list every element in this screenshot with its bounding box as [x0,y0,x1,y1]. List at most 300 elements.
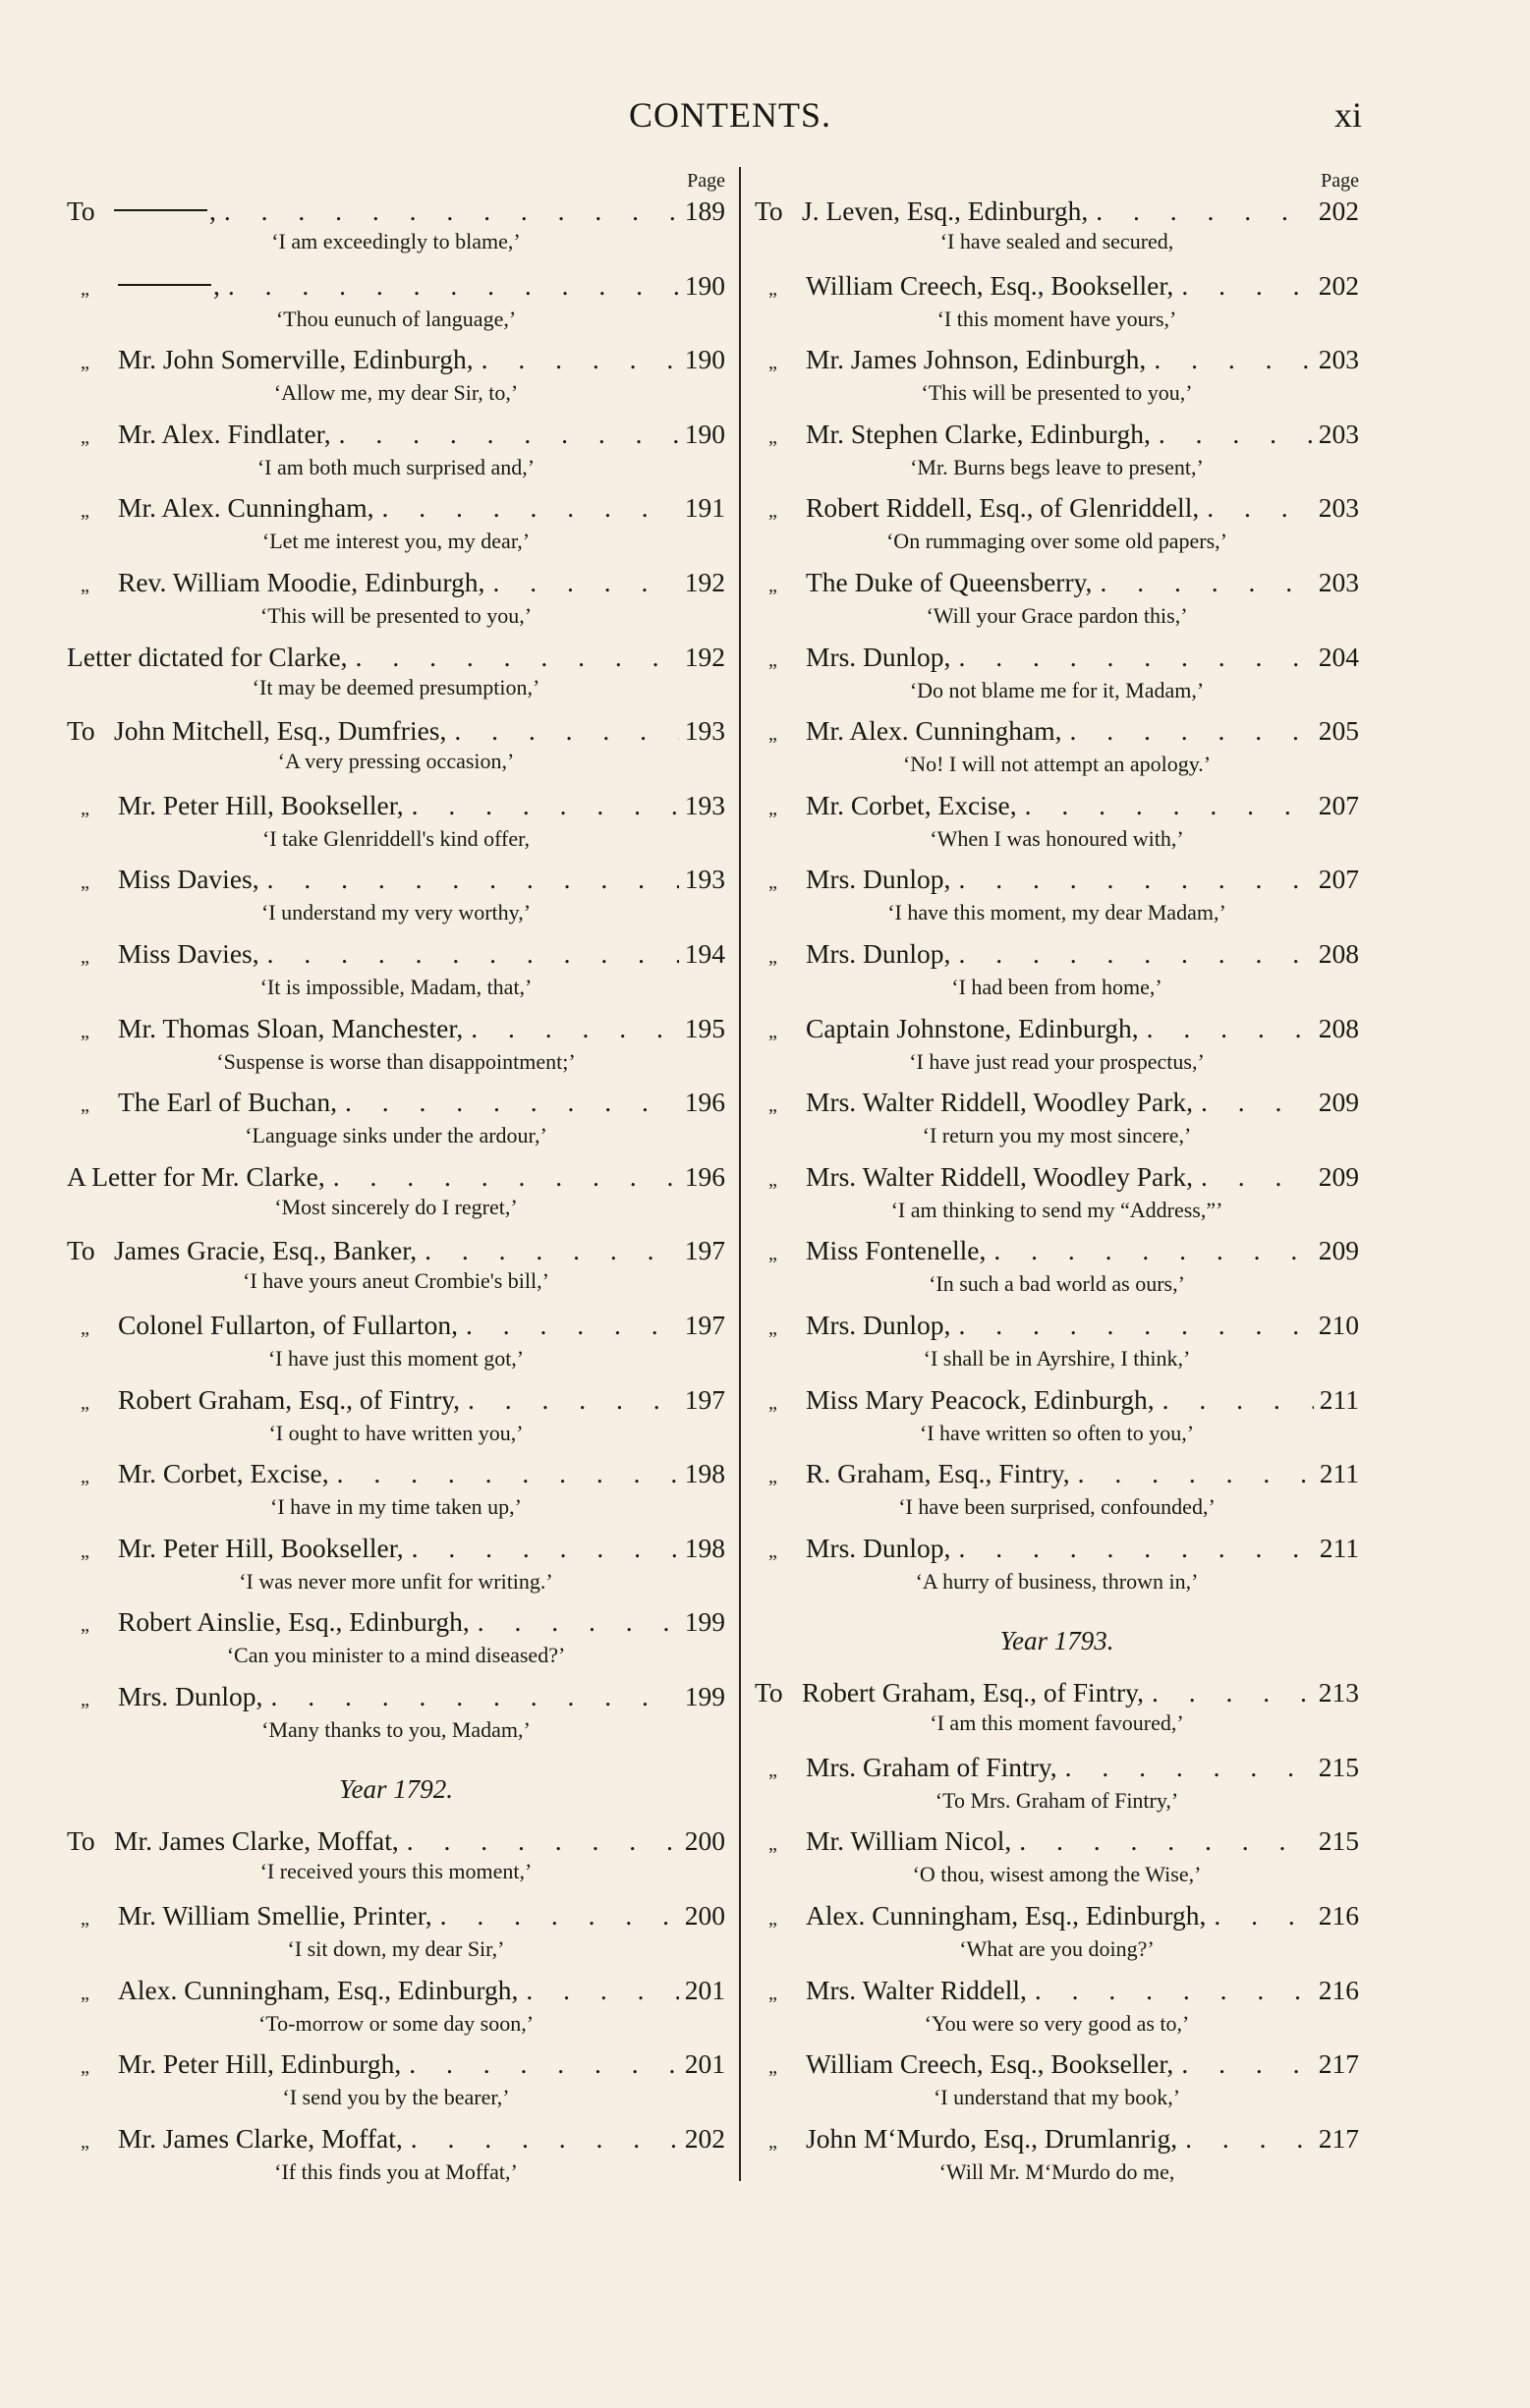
contents-entry [67,1383,725,1458]
letter-incipit: ‘I have written so often to you,’ [919,1420,1195,1445]
entry-prefix: „ [768,871,777,894]
contents-entry [755,1974,1359,2048]
entry-prefix: „ [768,352,777,374]
entry-prefix: „ [81,1908,89,1931]
page-ref: 202 [1318,196,1359,226]
page-ref: 203 [1318,566,1359,597]
page-column-label: Page [687,170,725,192]
contents-entry [755,1309,1359,1383]
page-ref: 213 [1318,1677,1359,1708]
letter-incipit: ‘To-morrow or some day soon,’ [257,2010,535,2036]
recipient-name: Mr. Peter Hill, Bookseller, [118,789,404,820]
entry-line [755,2122,1359,2158]
entry-prefix: „ [81,797,89,819]
contents-entry [755,1086,1359,1160]
dot-leader [1199,491,1313,525]
dot-leader [1062,714,1313,748]
page-ref: 207 [1318,864,1359,895]
entry-prefix: „ [768,574,777,596]
contents-entry [67,1680,725,1755]
letter-incipit: ‘O thou, wisest among the Wise,’ [912,1862,1202,1887]
letter-incipit: ‘I have been surprised, confounded,’ [898,1494,1216,1520]
recipient-name: William Creech, Esq., Bookseller, [806,2048,1174,2080]
entry-line [755,937,1359,974]
contents-entry [755,2122,1359,2197]
recipient-name: Captain Johnstone, Edinburgh, [806,1012,1139,1043]
entry-line [67,2122,725,2158]
page-ref: 189 [684,196,725,226]
letter-incipit: ‘Let me interest you, my dear,’ [261,529,531,554]
recipient-name: Miss Fontenelle, [806,1235,987,1266]
page-ref: 198 [684,1458,725,1489]
page-ref: 215 [1318,1751,1359,1782]
entry-line [67,343,725,379]
entry-prefix: To [67,715,95,747]
contents-entry [67,1532,725,1606]
page-ref: 200 [684,1900,725,1932]
dot-leader [1144,1676,1313,1709]
recipient-name: Robert Ainslie, Esq., Edinburgh, [118,1606,470,1638]
entry-prefix: „ [768,1316,777,1339]
page-ref: 209 [1318,1160,1359,1192]
entry-prefix: „ [768,1243,777,1265]
page-ref: 217 [1318,2122,1359,2154]
dot-leader [950,1532,1313,1565]
letter-incipit: ‘Language sinks under the ardour,’ [245,1123,547,1148]
entry-line [67,1680,725,1716]
page-ref: 209 [1318,1087,1359,1118]
dot-leader [404,789,679,822]
entry-prefix: To [755,196,783,226]
letter-incipit: ‘I this moment have yours,’ [936,306,1177,331]
dot-leader [458,1309,679,1342]
entry-prefix: „ [768,1391,777,1414]
entry-line [755,641,1359,677]
page-ref: 191 [684,492,725,524]
entry-prefix: „ [768,1540,777,1562]
entry-prefix: To [67,1235,95,1266]
dot-leader [1027,1974,1313,2007]
entry-line [755,714,1359,751]
contents-entry [67,491,725,566]
dot-leader [374,491,679,525]
dot-leader [1017,789,1313,822]
contents-column-right [755,167,1359,2196]
page-ref: 215 [1318,1825,1359,1857]
letter-incipit: ‘I am this moment favoured,’ [930,1710,1184,1736]
letter-incipit: ‘I received yours this moment,’ [259,1859,533,1884]
contents-entry [67,789,725,864]
page-ref: 190 [684,344,725,375]
dot-leader [403,2122,679,2156]
contents-entry [67,1457,725,1532]
entry-prefix: „ [768,945,777,968]
dot-leader [432,1899,679,1932]
contents-entry [67,1899,725,1974]
dot-leader [1177,2122,1313,2156]
recipient-name: Mr. Alex. Cunningham, [806,715,1062,747]
dot-leader [417,1234,679,1267]
entry-line [67,491,725,528]
entry-prefix: „ [768,500,777,523]
entry-line [755,1012,1359,1048]
contents-entry [755,2047,1359,2122]
entry-prefix: „ [81,945,89,968]
entry-line [755,269,1359,306]
page-ref: 193 [684,715,725,747]
letter-incipit: ‘I have yours aneut Crombie's bill,’ [243,1268,549,1294]
dot-leader [470,1605,679,1639]
page-ref: 201 [684,1974,725,2005]
page-ref: 200 [684,1825,725,1857]
recipient-name: Mr. Stephen Clarke, Edinburgh, [806,418,1151,449]
contents-entry [67,1234,725,1309]
page-ref: 217 [1318,2048,1359,2080]
contents-entry [67,2047,725,2122]
letter-incipit: ‘I am both much surprised and,’ [256,454,536,479]
recipient-name: R. Graham, Esq., Fintry, [806,1458,1070,1489]
letter-incipit: ‘I have just this moment got,’ [267,1345,525,1371]
letter-incipit: ‘I take Glenriddell's kind offer, [261,825,531,851]
recipient-name: Mr. Corbet, Excise, [806,789,1017,820]
page-ref: 193 [684,864,725,895]
entry-prefix: To [755,1677,783,1708]
page-ref: 211 [1319,1383,1359,1415]
letter-incipit: ‘It is impossible, Madam, that,’ [259,974,533,999]
letter-incipit: ‘If this finds you at Moffat,’ [274,2158,518,2184]
contents-entry [67,641,725,715]
letter-incipit: ‘Most sincerely do I regret,’ [274,1194,518,1219]
entry-line [67,1974,725,2010]
contents-entry [755,1234,1359,1309]
recipient-name: Robert Riddell, Esq., of Glenriddell, [806,492,1200,524]
column-divider [739,167,741,2181]
dot-leader [1193,1086,1313,1119]
entry-prefix: To [67,196,95,226]
dot-leader [1173,269,1312,303]
page-ref: 196 [684,1087,725,1118]
letter-incipit: ‘On rummaging over some old papers,’ [885,529,1228,554]
recipient-name: Mr. Thomas Sloan, Manchester, [118,1012,464,1043]
entry-line [67,269,725,306]
letter-incipit: ‘To Mrs. Graham of Fintry,’ [935,1787,1179,1813]
dot-leader [325,1160,679,1194]
contents-entry [67,1974,725,2048]
letter-incipit: ‘Many thanks to you, Madam,’ [261,1716,531,1742]
recipient-name: Mr. Peter Hill, Bookseller, [118,1532,404,1563]
contents-entry [755,1676,1359,1751]
dot-leader [1139,1012,1313,1045]
page-ref: 199 [684,1680,725,1711]
blank-line [114,209,207,211]
dot-leader [399,1824,679,1858]
entry-line [67,1086,725,1122]
entry-line [67,1824,725,1858]
page-ref: 197 [684,1383,725,1415]
contents-entry [755,1383,1359,1458]
entry-prefix: „ [81,2056,89,2079]
entry-prefix: „ [81,1316,89,1339]
entry-line [67,789,725,825]
entry-prefix: „ [768,2056,777,2079]
entry-line [67,1532,725,1568]
contents-entry [67,1012,725,1087]
entry-prefix: „ [81,1614,89,1637]
dot-leader [950,641,1312,674]
entry-line [755,1899,1359,1935]
entry-prefix: „ [768,1908,777,1931]
letter-incipit: ‘A very pressing occasion,’ [277,749,515,774]
contents-entry [67,418,725,492]
letter-incipit: ‘Do not blame me for it, Madam,’ [909,677,1205,702]
dot-leader [1088,195,1312,228]
contents-entry [755,1532,1359,1606]
dot-leader [986,1234,1312,1267]
recipient-name: Mr. James Clarke, Moffat, [114,1825,399,1857]
contents-entry [67,269,725,344]
page-ref: 211 [1319,1458,1359,1489]
entry-line [755,566,1359,602]
entry-prefix: „ [768,277,777,300]
recipient-name: Mrs. Dunlop, [806,864,951,895]
dot-leader [337,1086,679,1119]
entry-prefix: „ [81,500,89,523]
page-ref: 202 [1318,269,1359,301]
contents-entry [755,863,1359,937]
entry-line [755,1676,1359,1709]
contents-entry [67,863,725,937]
recipient-name: Robert Graham, Esq., of Fintry, [118,1383,461,1415]
recipient-name: Letter dictated for Clarke, [67,641,348,672]
entry-line [755,863,1359,899]
recipient-name: Mrs. Dunlop, [806,1532,951,1563]
letter-incipit: ‘Will your Grace pardon this,’ [926,602,1188,628]
page-ref: 203 [1318,492,1359,524]
entry-line [67,1012,725,1048]
recipient-name: Mr. James Clarke, Moffat, [118,2122,403,2154]
dot-leader [1146,343,1312,376]
entry-prefix: „ [81,352,89,374]
dot-leader [1151,418,1313,451]
contents-entry [755,418,1359,492]
entry-prefix: „ [768,723,777,746]
page-ref: 202 [684,2122,725,2154]
recipient-name: J. Leven, Esq., Edinburgh, [802,196,1089,226]
letter-incipit: ‘I return you my most sincere,’ [922,1123,1192,1148]
letter-incipit: ‘No! I will not attempt an apology.’ [902,752,1212,777]
page-ref: 216 [1318,1974,1359,2005]
contents-entry [67,1824,725,1899]
contents-entry [67,2122,725,2197]
page-ref: 208 [1318,1012,1359,1043]
contents-entry [755,1824,1359,1899]
entry-prefix: „ [81,1466,89,1488]
recipient-name: James Gracie, Esq., Banker, [114,1235,418,1266]
entry-prefix: „ [81,1020,89,1042]
entry-prefix: „ [81,1540,89,1562]
page-ref: 197 [684,1235,725,1266]
entry-prefix: „ [768,2130,777,2153]
letter-incipit: ‘Suspense is worse than disappointment;’ [216,1048,576,1074]
entry-prefix: „ [81,277,89,300]
recipient-name: Mrs. Dunlop, [118,1680,263,1711]
recipient-name: Robert Graham, Esq., of Fintry, [802,1677,1145,1708]
page-ref: 194 [684,937,725,969]
entry-prefix: „ [81,1094,89,1117]
entry-line [67,195,725,228]
entry-prefix: „ [768,1833,777,1856]
page-ref: 201 [684,2048,725,2080]
letter-incipit: ‘I was never more unfit for writing.’ [239,1568,553,1594]
dot-leader [1011,1824,1313,1858]
entry-line [755,195,1359,228]
entry-prefix: „ [81,1391,89,1414]
recipient-name: Mrs. Walter Riddell, Woodley Park, [806,1160,1194,1192]
recipient-name: John Mitchell, Esq., Dumfries, [114,715,447,747]
dot-leader [1070,1457,1314,1490]
letter-incipit: ‘It may be deemed presumption,’ [252,674,540,700]
recipient-name: Alex. Cunningham, Esq., Edinburgh, [806,1900,1207,1932]
entry-line [67,1383,725,1420]
entry-prefix: „ [81,2130,89,2153]
letter-incipit: ‘Allow me, my dear Sir, to,’ [273,380,519,406]
contents-column-left [67,167,725,2196]
contents-entry [67,937,725,1012]
letter-incipit: ‘I am exceedingly to blame,’ [271,229,521,253]
page-ref: 209 [1318,1235,1359,1266]
letter-incipit: ‘I have just read your prospectus,’ [909,1048,1205,1074]
page-header [0,94,1530,153]
entry-prefix: To [67,1825,95,1857]
page-ref: 203 [1318,344,1359,375]
page-ref: 208 [1318,937,1359,969]
entry-line [67,863,725,899]
page-ref: 211 [1319,1532,1359,1563]
contents-entry [755,491,1359,566]
dot-leader [950,863,1312,896]
recipient-name: Mr. Corbet, Excise, [118,1458,329,1489]
dot-leader [331,418,679,451]
letter-incipit: ‘This will be presented to you,’ [921,380,1193,406]
recipient-name: Mrs. Dunlop, [806,1309,951,1340]
contents-entry [755,1012,1359,1087]
recipient-name: William Creech, Esq., Bookseller, [806,269,1174,301]
dot-leader [259,863,679,896]
dot-leader [474,343,679,376]
letter-incipit: ‘I had been from home,’ [951,974,1162,999]
letter-incipit: ‘In such a bad world as ours,’ [929,1271,1185,1297]
entry-prefix: „ [81,1688,89,1710]
dot-leader [1206,1899,1312,1932]
page-ref: 195 [684,1012,725,1043]
recipient-name: Miss Davies, [118,937,259,969]
entry-line [67,2047,725,2084]
page-number: xi [1334,95,1363,135]
recipient-name: A Letter for Mr. Clarke, [67,1160,325,1192]
entry-line [755,418,1359,454]
letter-incipit: ‘I understand that my book,’ [933,2085,1181,2110]
letter-incipit: ‘A hurry of business, thrown in,’ [915,1568,1199,1594]
entry-prefix: „ [81,425,89,448]
contents-entry [755,1899,1359,1974]
entry-line [755,1974,1359,2010]
letter-incipit: ‘Thou eunuch of language,’ [275,306,517,331]
page-ref: 207 [1318,789,1359,820]
contents-entry [755,195,1359,269]
dot-leader [1173,2047,1312,2081]
dot-leader [460,1383,679,1417]
dot-leader [220,269,679,303]
letter-incipit: ‘I have this moment, my dear Madam,’ [887,900,1226,925]
letter-incipit: ‘Can you minister to a mind diseased?’ [226,1643,566,1668]
entry-line [67,1899,725,1935]
contents-entry [67,566,725,641]
dot-leader [1057,1751,1313,1784]
entry-line [755,1751,1359,1787]
recipient-name: Mrs. Dunlop, [806,937,951,969]
contents-entry [67,1086,725,1160]
dot-leader [518,1974,678,2007]
entry-line [67,1605,725,1642]
recipient-name: The Earl of Buchan, [118,1087,337,1118]
dot-leader [401,2047,679,2081]
recipient-name: Rev. William Moodie, Edinburgh, [118,566,485,597]
page-ref: 197 [684,1309,725,1340]
contents-entry [755,566,1359,641]
dot-leader [1092,566,1312,599]
recipient-name: Alex. Cunningham, Esq., Edinburgh, [118,1974,519,2005]
recipient-name: Mr. John Somerville, Edinburgh, [118,344,474,375]
letter-incipit: ‘I am thinking to send my “Address,”’ [890,1197,1223,1222]
recipient-name: Mrs. Walter Riddell, Woodley Park, [806,1087,1194,1118]
entry-line [755,1234,1359,1270]
dot-leader [259,937,679,971]
entry-line [755,1086,1359,1122]
recipient-name: , [209,196,216,226]
recipient-name: , [213,269,220,301]
contents-entry [755,269,1359,344]
dot-leader [404,1532,679,1565]
contents-entry [755,714,1359,789]
contents-entry [67,1605,725,1680]
entry-prefix: „ [768,1094,777,1117]
entry-line [755,343,1359,379]
letter-incipit: ‘I send you by the bearer,’ [282,2085,510,2110]
page-ref: 199 [684,1606,725,1638]
contents-entry [67,343,725,418]
page-ref: 203 [1318,418,1359,449]
letter-incipit: ‘Mr. Burns begs leave to present,’ [910,454,1204,479]
page-title: CONTENTS. [629,95,831,135]
dot-leader [950,937,1312,971]
entry-prefix: „ [81,871,89,894]
entry-line [755,1532,1359,1568]
contents-entry [755,789,1359,864]
dot-leader [446,714,678,748]
letter-incipit: ‘I shall be in Ayrshire, I think,’ [923,1345,1191,1371]
recipient-name: Mr. William Smellie, Printer, [118,1900,432,1932]
entry-prefix: „ [768,648,777,671]
page-ref: 190 [684,418,725,449]
contents-entry [67,1309,725,1383]
dot-leader [216,195,679,228]
entry-line [67,1457,725,1493]
contents-entry [755,1457,1359,1532]
letter-incipit: ‘I understand my very worthy,’ [260,900,532,925]
year-heading: Year 1792. [338,1774,454,1805]
contents-entry [755,641,1359,715]
page-ref: 205 [1318,715,1359,747]
